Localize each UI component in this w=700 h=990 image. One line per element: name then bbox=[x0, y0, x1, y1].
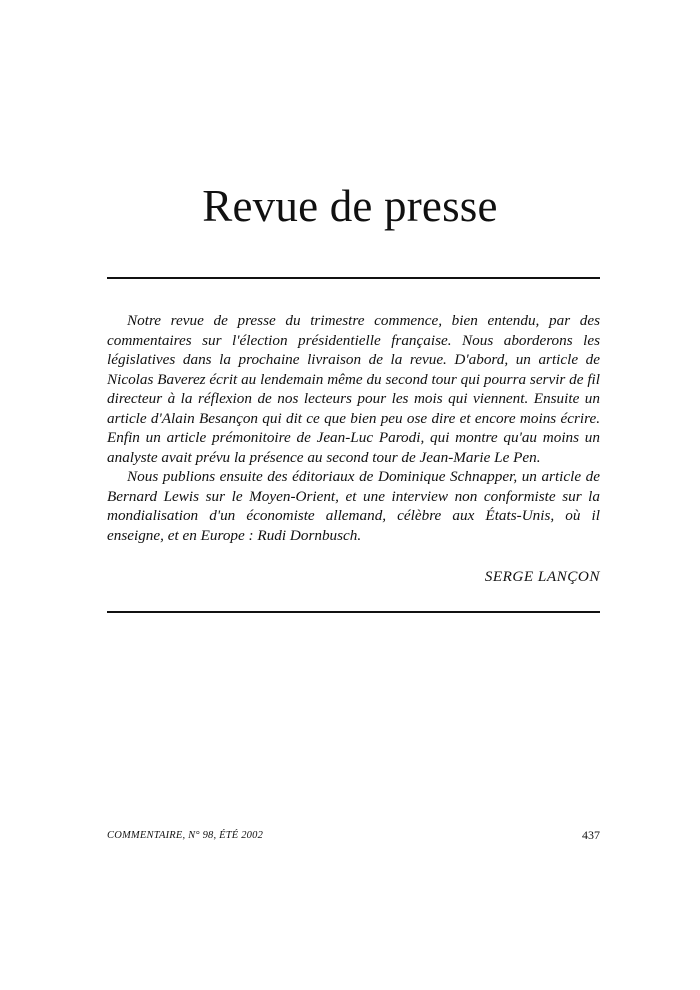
page-title: Revue de presse bbox=[202, 181, 498, 231]
intro-paragraph: Notre revue de presse du trimestre commence, bien entendu, par des commentaires sur l'élection présidentielle française. Nous aborderons les législatives dans la prochaine livraison de la revue. D'abord, un article de Nicolas Baverez écrit au lendemain même du second tour qui pourra servir de fil directeur à la réflexion de nos lecteurs pour les mois qui viennent. Ensuite un article d'Alain Besançon qui dit ce que bien peu ose dire et encore moins écrire. Enfin un article prémonitoire de Jean-Luc Parodi, qui montre qu'au moins un analyste avait prévu la présence au second tour de Jean-Marie Le Pen. bbox=[107, 312, 600, 466]
author-signature: SERGE LANÇON bbox=[484, 568, 600, 585]
intro-text bbox=[107, 311, 600, 545]
journal-citation: COMMENTAIRE, N° 98, ÉTÉ 2002 bbox=[107, 830, 264, 841]
page-number: 437 bbox=[582, 828, 600, 842]
bottom-divider bbox=[107, 611, 600, 613]
intro-paragraph: Nous publions ensuite des éditoriaux de Dominique Schnapper, un article de Bernard Lewis sur le Moyen-Orient, et une interview non conformiste sur la mondialisation d'un économiste allemand, célèbre aux États-Unis, où il enseigne, et en Europe : Rudi Dornbusch. bbox=[107, 468, 600, 544]
top-divider bbox=[107, 277, 600, 279]
